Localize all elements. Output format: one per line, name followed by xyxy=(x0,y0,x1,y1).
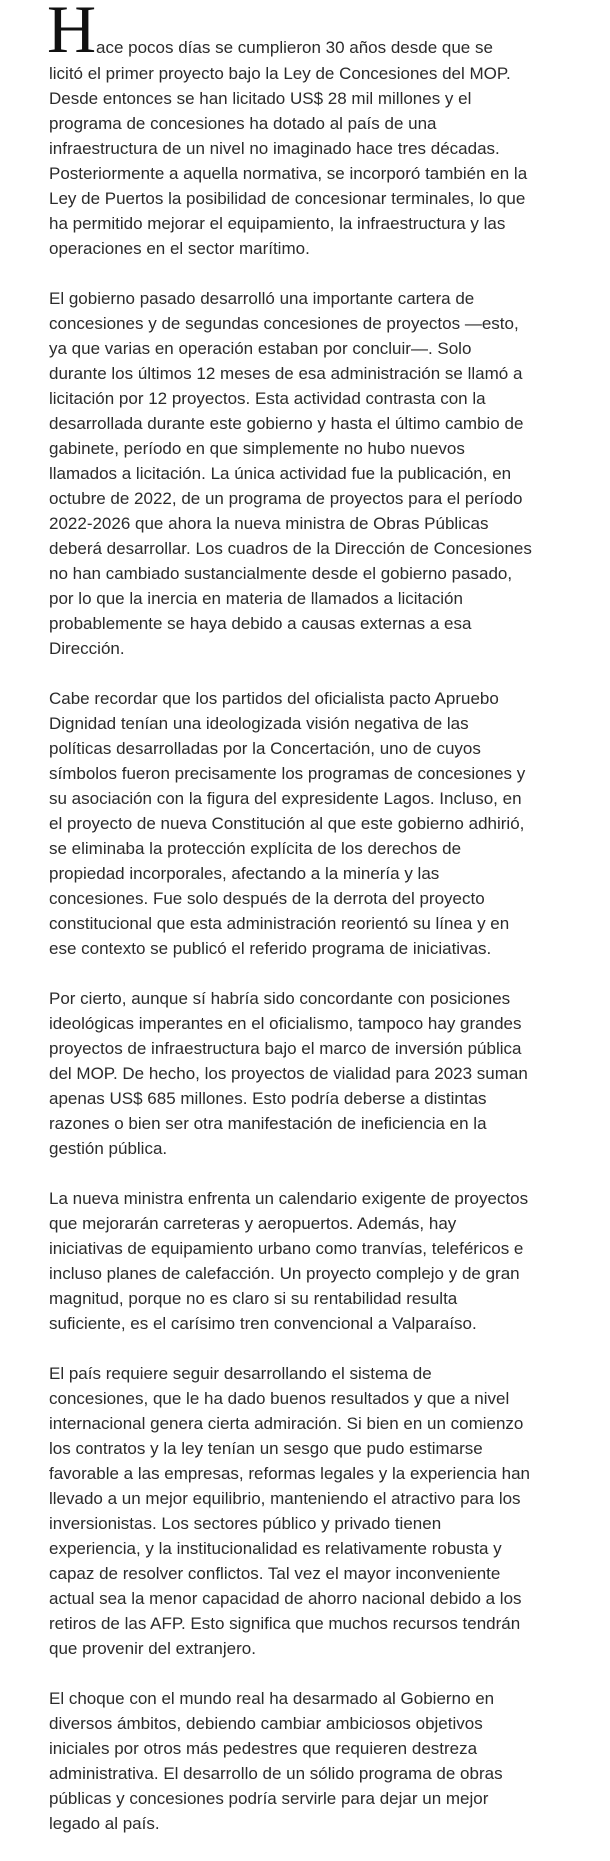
text-line: deberá desarrollar. Los cuadros de la Dirección de Concesiones xyxy=(49,538,532,558)
text-line: legado al país. xyxy=(49,1813,160,1833)
text-line: octubre de 2022, de un programa de proyectos para el período xyxy=(49,488,523,508)
text-line: Cabe recordar que los partidos del oficialista pacto Apruebo xyxy=(49,688,499,708)
text-line: constitucional que esta administración reorientó su línea y en xyxy=(49,913,510,933)
text-line: el proyecto de nueva Constitución al que este gobierno adhirió, xyxy=(49,813,525,833)
text-line: símbolos fueron precisamente los programas de concesiones y xyxy=(49,763,526,783)
article-paragraph xyxy=(49,1186,569,1336)
text-line: diversos ámbitos, debiendo cambiar ambiciosos objetivos xyxy=(49,1713,483,1733)
text-line: programa de concesiones ha dotado al país de una xyxy=(49,113,437,133)
text-line: magnitud, porque no es claro si su rentabilidad resulta xyxy=(49,1288,458,1308)
text-line: llevado a un mejor equilibrio, manteniendo el atractivo para los xyxy=(49,1488,521,1508)
text-line: por lo que la inercia en materia de llamados a licitación xyxy=(49,588,463,608)
text-line: Por cierto, aunque sí habría sido concordante con posiciones xyxy=(49,988,511,1008)
text-line: razones o bien ser otra manifestación de ineficiencia en la xyxy=(49,1113,487,1133)
text-line: que provenir del extranjero. xyxy=(49,1638,256,1658)
text-line: llamados a licitación. La única actividad fue la publicación, en xyxy=(49,463,512,483)
text-line: El choque con el mundo real ha desarmado al Gobierno en xyxy=(49,1688,495,1708)
text-line: internacional genera cierta admiración. Si bien en un comienzo xyxy=(49,1413,524,1433)
drop-cap: H xyxy=(47,0,97,67)
article-paragraph xyxy=(49,0,569,261)
text-line: suficiente, es el carísimo tren convencional a Valparaíso. xyxy=(49,1313,477,1333)
text-line: proyectos de infraestructura bajo el marco de inversión pública xyxy=(49,1038,522,1058)
text-line: experiencia, y la institucionalidad es relativamente robusta y xyxy=(49,1538,502,1558)
text-line: durante los últimos 12 meses de esa administración se llamó a xyxy=(49,363,523,383)
text-line: Posteriormente a aquella normativa, se incorporó también en la xyxy=(49,163,528,183)
article-paragraph xyxy=(49,1686,569,1836)
article-paragraph xyxy=(49,686,569,961)
text-line: iniciales por otros más pedestres que requieren destreza xyxy=(49,1738,478,1758)
text-line: capaz de resolver conflictos. Tal vez el mayor inconveniente xyxy=(49,1563,501,1583)
text-line: probablemente se haya debido a causas externas a esa xyxy=(49,613,472,633)
text-line: concesiones y de segundas concesiones de proyectos —esto, xyxy=(49,313,519,333)
text-line: 2022-2026 que ahora la nueva ministra de Obras Públicas xyxy=(49,513,489,533)
text-line: incluso planes de calefacción. Un proyecto complejo y de gran xyxy=(49,1263,520,1283)
text-line: licitó el primer proyecto bajo la Ley de Concesiones del MOP. xyxy=(49,63,511,83)
text-line: propiedad incorporales, afectando a la minería y las xyxy=(49,863,440,883)
text-line: actual sea la menor capacidad de ahorro nacional debido a los xyxy=(49,1588,522,1608)
text-line: iniciativas de equipamiento urbano como tranvías, teleféricos e xyxy=(49,1238,524,1258)
text-line: operaciones en el sector marítimo. xyxy=(49,238,310,258)
text-line: El gobierno pasado desarrolló una importante cartera de xyxy=(49,288,475,308)
text-line: Ley de Puertos la posibilidad de concesionar terminales, lo que xyxy=(49,188,526,208)
text-line: que mejorarán carreteras y aeropuertos. Además, hay xyxy=(49,1213,457,1233)
text-line: retiros de las AFP. Esto significa que muchos recursos tendrán xyxy=(49,1613,521,1633)
first-line xyxy=(47,0,569,67)
text-line: concesiones. Fue solo después de la derrota del proyecto xyxy=(49,888,485,908)
article-paragraph xyxy=(49,986,569,1161)
text-line: ese contexto se publicó el referido programa de iniciativas. xyxy=(49,938,492,958)
text-line: políticas desarrolladas por la Concertación, uno de cuyos xyxy=(49,738,481,758)
text-line: Desde entonces se han licitado US$ 28 mil millones y el xyxy=(49,88,472,108)
text-line: ace pocos días se cumplieron 30 años desde que se xyxy=(96,38,493,57)
text-line: El país requiere seguir desarrollando el sistema de xyxy=(49,1363,432,1383)
text-line: apenas US$ 685 millones. Esto podría deberse a distintas xyxy=(49,1088,487,1108)
text-line: La nueva ministra enfrenta un calendario exigente de proyectos xyxy=(49,1188,529,1208)
text-line: públicas y concesiones podría servirle para dejar un mejor xyxy=(49,1788,489,1808)
text-line: concesiones, que le ha dado buenos resultados y que a nivel xyxy=(49,1388,510,1408)
text-line: los contratos y la ley tenían un sesgo que pudo estimarse xyxy=(49,1438,483,1458)
text-line: administrativa. El desarrollo de un sólido programa de obras xyxy=(49,1763,503,1783)
text-line: Dirección. xyxy=(49,638,125,658)
text-line: Dignidad tenían una ideologizada visión negativa de las xyxy=(49,713,469,733)
text-line: infraestructura de un nivel no imaginado hace tres décadas. xyxy=(49,138,500,158)
article-paragraph xyxy=(49,286,569,661)
text-line: ha permitido mejorar el equipamiento, la infraestructura y las xyxy=(49,213,506,233)
article-body xyxy=(49,0,569,1861)
text-line: gestión pública. xyxy=(49,1138,168,1158)
text-line: inversionistas. Los sectores público y privado tienen xyxy=(49,1513,442,1533)
text-line: desarrollada durante este gobierno y hasta el último cambio de xyxy=(49,413,524,433)
text-line: del MOP. De hecho, los proyectos de vialidad para 2023 suman xyxy=(49,1063,528,1083)
text-line: su asociación con la figura del expresidente Lagos. Incluso, en xyxy=(49,788,522,808)
text-line: ideológicas imperantes en el oficialismo, tampoco hay grandes xyxy=(49,1013,522,1033)
text-line: licitación por 12 proyectos. Esta actividad contrasta con la xyxy=(49,388,486,408)
text-line: ya que varias en operación estaban por concluir—. Solo xyxy=(49,338,472,358)
text-line: favorable a las empresas, reformas legales y la experiencia han xyxy=(49,1463,530,1483)
text-line: no han cambiado sustancialmente desde el gobierno pasado, xyxy=(49,563,513,583)
text-line: gabinete, período en que simplemente no hubo nuevos xyxy=(49,438,465,458)
article-paragraph xyxy=(49,1361,569,1661)
text-line: se eliminaba la protección explícita de los derechos de xyxy=(49,838,462,858)
